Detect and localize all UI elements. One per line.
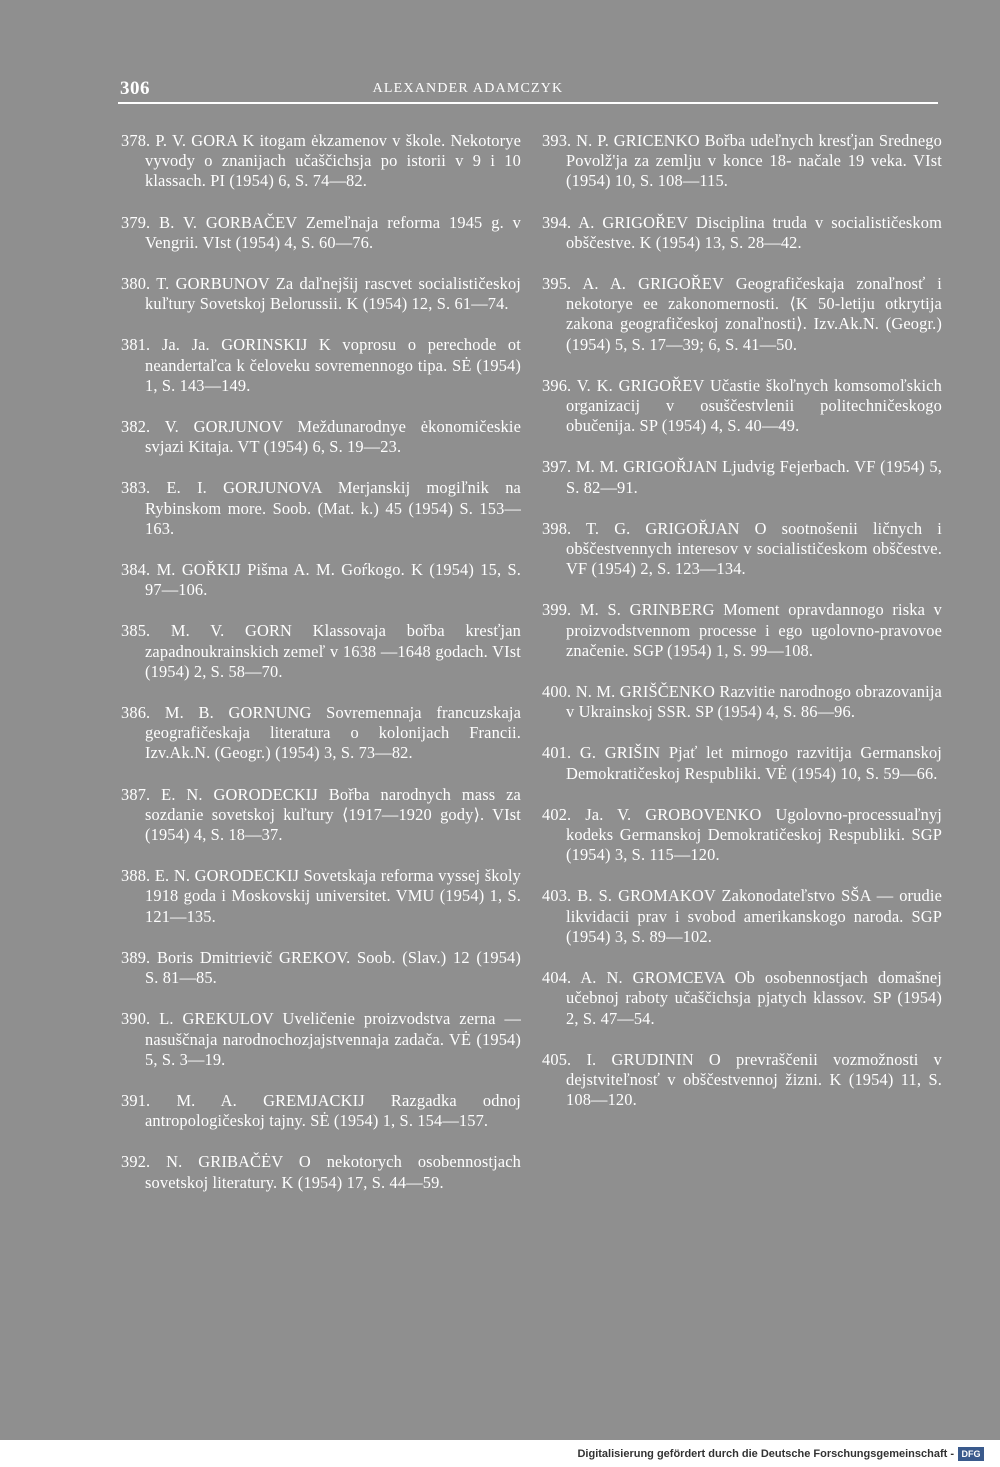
bibliography-entry: 395. A. A. GRIGOŘEV Geografičeskaja zonaľnosť i nekotorye ee zakonomernosti. ⟨K 50-letiju otkrytija zakona geografičeskoj zonaľnosti⟩. Izv.Ak.N. (Geogr.) (1954) 5, S. 17—39; 6, S. 41—50. — [542, 274, 942, 354]
bibliography-entry: 400. N. M. GRIŠČENKO Razvitie narodnogo obrazovanija v Ukrainskoj SSR. SP (1954) 4, S. 86—96. — [542, 682, 942, 722]
bibliography-entry: 402. Ja. V. GROBOVENKO Ugolovno-processuaľnyj kodeks Germanskoj Demokratičeskoj Respubliki. SGP (1954) 3, S. 115—120. — [542, 804, 942, 865]
bibliography-entry: 396. V. K. GRIGOŘEV Učastie škoľnych komsomoľskich organizacij v osuščestvlenii politechničeskogo obučenija. SP (1954) 4, S. 40—49. — [542, 375, 942, 436]
bibliography-entry: 389. Boris Dmitrievič GREKOV. Soob. (Slav.) 12 (1954) S. 81—85. — [121, 947, 521, 988]
bibliography-entry: 394. A. GRIGOŘEV Disciplina truda v socialističeskom obščestve. K (1954) 13, S. 28—42. — [542, 212, 942, 252]
bibliography-entry: 388. E. N. GORODECKIJ Sovetskaja reforma vyssej školy 1918 goda i Moskovskij universitet. VMU (1954) 1, S. 121—135. — [121, 866, 521, 926]
bibliography-entry: 391. M. A. GREMJACKIJ Razgadka odnoj antropologičeskoj tajny. SĖ (1954) 1, S. 154—157. — [121, 1090, 521, 1131]
footer-credit-text: Digitalisierung gefördert durch die Deutsche Forschungsgemeinschaft - — [577, 1448, 954, 1460]
bibliography-entry: 386. M. B. GORNUNG Sovremennaja francuzskaja geografičeskaja literatura o kolonijach Francii. Izv.Ak.N. (Geogr.) (1954) 3, S. 73—82. — [121, 703, 521, 763]
dfg-logo-icon: DFG — [958, 1447, 984, 1461]
running-head: ALEXANDER ADAMCZYK — [372, 81, 564, 96]
header-rule — [118, 102, 938, 104]
bibliography-entry: 397. M. M. GRIGOŘJAN Ljudvig Fejerbach. VF (1954) 5, S. 82—91. — [542, 457, 942, 497]
bibliography-entry: 385. M. V. GORN Klassovaja bořba kresťjan zapadnoukrainskich zemeľ v 1638 —1648 godach. VIst (1954) 2, S. 58—70. — [121, 621, 521, 681]
bibliography-entry: 384. M. GOŘKIJ Pišma A. M. Goŕkogo. K (1954) 15, S. 97—106. — [121, 560, 521, 600]
bibliography-entry: 401. G. GRIŠIN Pjať let mirnogo razvitija Germanskoj Demokratičeskoj Respubliki. VĖ (1954) 10, S. 59—66. — [542, 743, 942, 783]
bibliography-entry: 390. L. GREKULOV Uveličenie proizvodstva zerna — nasuščnaja narodnochozjajstvennaja zadača. VĖ (1954) 5, S. 3—19. — [121, 1009, 521, 1069]
bibliography-entry: 383. E. I. GORJUNOVA Merjanskij mogiľnik na Rybinskom more. Soob. (Mat. k.) 45 (1954) S. 153—163. — [121, 478, 521, 538]
bibliography-entry: 379. B. V. GORBAČEV Zemeľnaja reforma 1945 g. v Vengrii. VIst (1954) 4, S. 60—76. — [121, 212, 521, 252]
bibliography-entry: 378. P. V. GORA K itogam ėkzamenov v škole. Nekotorye vyvody o znanijach učaščichsja po istorii v 9 i 10 klassach. PI (1954) 6, S. 74—82. — [121, 131, 521, 191]
bibliography-entry: 380. T. GORBUNOV Za daľnejšij rascvet socialističeskoj kuľtury Sovetskoj Belorussii. K (1954) 12, S. 61—74. — [121, 274, 521, 314]
bibliography-entry: 403. B. S. GROMAKOV Zakonodateľstvo SŠA — orudie likvidacii prav i svobod amerikanskogo naroda. SGP (1954) 3, S. 89—102. — [542, 886, 942, 946]
page-header — [118, 78, 938, 102]
bibliography-entry: 404. A. N. GROMCEVA Ob osobennostjach domašnej učebnoj raboty učaščichsja pjatych klassov. SP (1954) 2, S. 47—54. — [542, 968, 942, 1028]
left-column — [121, 131, 521, 1193]
bibliography-entry: 381. Ja. Ja. GORINSKIJ K voprosu o perechode ot neandertaľca k čeloveku sovremennogo tipa. SĖ (1954) 1, S. 143—149. — [121, 335, 521, 395]
bibliography-entry: 387. E. N. GORODECKIJ Bořba narodnych mass za sozdanie sovetskoj kuľtury ⟨1917—1920 gody⟩. VIst (1954) 4, S. 18—37. — [121, 784, 521, 845]
bibliography-entry: 398. T. G. GRIGOŘJAN O sootnošenii ličnych i obščestvennych interesov v socialističeskom obščestve. VF (1954) 2, S. 123—134. — [542, 518, 942, 579]
right-column — [542, 131, 942, 1110]
bibliography-entry: 393. N. P. GRICENKO Bořba udeľnych kresťjan Srednego Povolž'ja za zemlju v konce 18- načale 19 veka. VIst (1954) 10, S. 108—115. — [542, 131, 942, 191]
page-number: 306 — [120, 78, 150, 99]
bibliography-entry: 382. V. GORJUNOV Meždunarodnye ėkonomičeskie svjazi Kitaja. VT (1954) 6, S. 19—23. — [121, 417, 521, 457]
bibliography-entry: 392. N. GRIBAČĖV O nekotorych osobennostjach sovetskoj literatury. K (1954) 17, S. 44—59. — [121, 1152, 521, 1192]
digitization-footer — [577, 1447, 984, 1461]
bibliography-entry: 405. I. GRUDININ O prevraščenii vozmožnosti v dejstviteľnosť v obščestvennoj žizni. K (1954) 11, S. 108—120. — [542, 1049, 942, 1110]
bibliography-entry: 399. M. S. GRINBERG Moment opravdannogo riska v proizvodstvennom processe i ego ugolovno-pravovoe značenie. SGP (1954) 1, S. 99—108. — [542, 600, 942, 660]
